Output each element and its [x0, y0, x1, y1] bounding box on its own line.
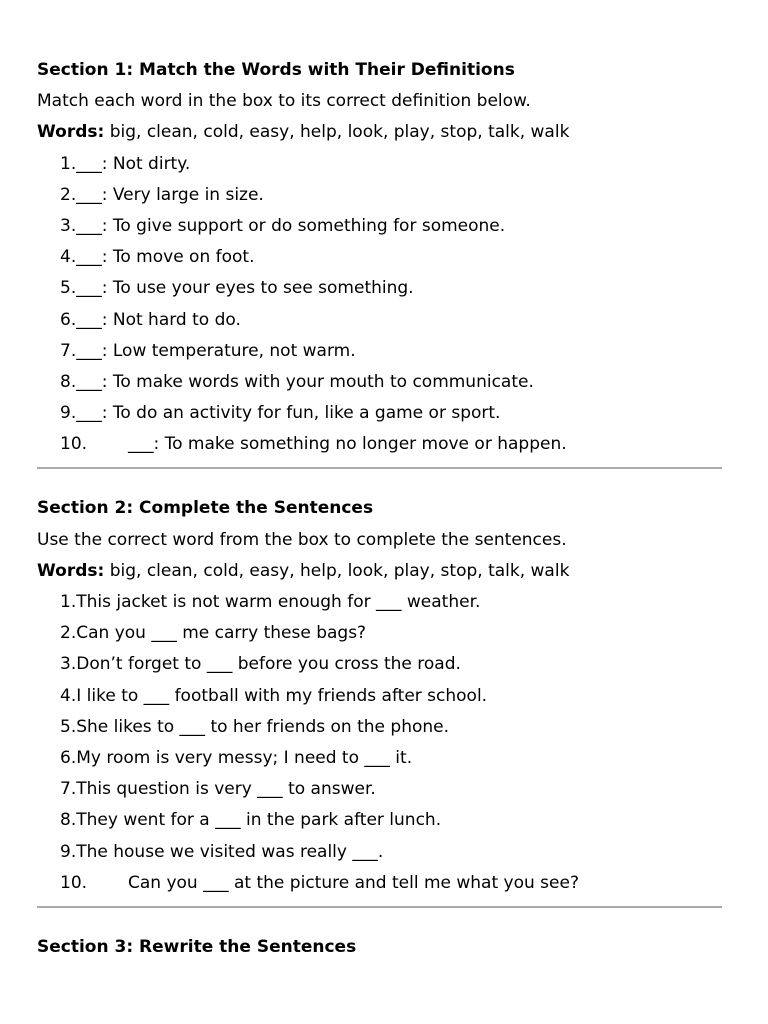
- section1-item-3: [37, 214, 722, 245]
- item-number: 8.: [60, 371, 77, 392]
- section1-item-8: [37, 370, 722, 401]
- section2-title: Section 2: Complete the Sentences: [37, 498, 374, 519]
- section-divider: [37, 906, 722, 908]
- section2-words-label: Words:: [37, 560, 105, 581]
- item-number: 2.: [60, 623, 77, 644]
- section1-title: Section 1: Match the Words with Their Definitions: [37, 60, 515, 80]
- item-text: ___: To give support or do something for someone.: [76, 215, 506, 236]
- item-text: ___: To move on foot.: [76, 247, 255, 268]
- section3-title: Section 3: Rewrite the Sentences: [37, 936, 357, 957]
- item-number: 7.: [60, 779, 77, 800]
- worksheet: [37, 58, 722, 966]
- item-text: They went for a ___ in the park after lunch.: [76, 810, 442, 831]
- section1-item-2: [37, 183, 722, 214]
- section-divider: [37, 467, 722, 469]
- item-text: Can you ___ me carry these bags?: [76, 623, 367, 644]
- section2-item-7: [37, 777, 722, 808]
- item-number: 3.: [60, 654, 77, 675]
- section1-item-4: [37, 245, 722, 276]
- section2-item-1: [37, 590, 722, 621]
- section2-item-5: [37, 715, 722, 746]
- item-text: ___: To use your eyes to see something.: [76, 278, 414, 299]
- item-number: 6.: [60, 309, 77, 330]
- item-text: ___: Not hard to do.: [76, 309, 241, 330]
- item-number: 9.: [60, 403, 77, 424]
- item-number: 1.: [60, 592, 77, 612]
- section1-item-5: [37, 276, 722, 307]
- item-number: 4.: [60, 685, 77, 706]
- section1-item-6: [37, 308, 722, 339]
- item-number: 10.: [60, 434, 88, 455]
- section2-word-bank: [37, 559, 722, 590]
- item-text: This jacket is not warm enough for ___ weather.: [76, 592, 481, 612]
- section2-item-2: [37, 621, 722, 652]
- item-text: I like to ___ football with my friends after school.: [76, 685, 488, 706]
- section2-item-10: [37, 871, 722, 902]
- section2-item-8: [37, 808, 722, 839]
- item-text: ___: To make something no longer move or happen.: [128, 434, 567, 455]
- section2-item-4: [37, 684, 722, 715]
- section1-instruction: Match each word in the box to its correct definition below.: [37, 91, 531, 112]
- item-text: Can you ___ at the picture and tell me what you see?: [128, 872, 579, 893]
- section2-words: big, clean, cold, easy, help, look, play, stop, talk, walk: [104, 560, 570, 581]
- item-text: ___: To do an activity for fun, like a game or sport.: [76, 403, 501, 424]
- item-text: The house we visited was really ___.: [76, 841, 384, 862]
- section2-item-3: [37, 652, 722, 683]
- item-number: 6.: [60, 747, 77, 768]
- item-number: 4.: [60, 247, 77, 268]
- item-number: 10.: [60, 872, 88, 893]
- item-text: ___: Low temperature, not warm.: [76, 340, 356, 361]
- item-text: Don’t forget to ___ before you cross the road.: [76, 654, 461, 675]
- item-number: 1.: [60, 153, 77, 174]
- item-number: 2.: [60, 184, 77, 205]
- section1-item-7: [37, 339, 722, 370]
- section2-instruction: Use the correct word from the box to complete the sentences.: [37, 529, 567, 550]
- item-number: 5.: [60, 278, 77, 299]
- section2-item-6: [37, 746, 722, 777]
- item-number: 5.: [60, 716, 77, 737]
- item-text: This question is very ___ to answer.: [76, 779, 376, 800]
- section1-item-10: [37, 432, 722, 463]
- item-number: 7.: [60, 340, 77, 361]
- item-text: ___: Not dirty.: [76, 153, 191, 174]
- section1-item-9: [37, 401, 722, 432]
- item-text: ___: Very large in size.: [76, 184, 264, 205]
- item-text: She likes to ___ to her friends on the phone.: [76, 716, 450, 737]
- item-number: 9.: [60, 841, 77, 862]
- section1-words-label: Words:: [37, 122, 105, 143]
- section2-item-9: [37, 840, 722, 871]
- section1-word-bank: [37, 120, 722, 151]
- section1-item-1: [37, 152, 722, 183]
- item-number: 8.: [60, 810, 77, 831]
- item-text: ___: To make words with your mouth to communicate.: [76, 371, 534, 392]
- item-text: My room is very messy; I need to ___ it.: [76, 747, 413, 768]
- item-number: 3.: [60, 215, 77, 236]
- section1-words: big, clean, cold, easy, help, look, play, stop, talk, walk: [104, 122, 570, 143]
